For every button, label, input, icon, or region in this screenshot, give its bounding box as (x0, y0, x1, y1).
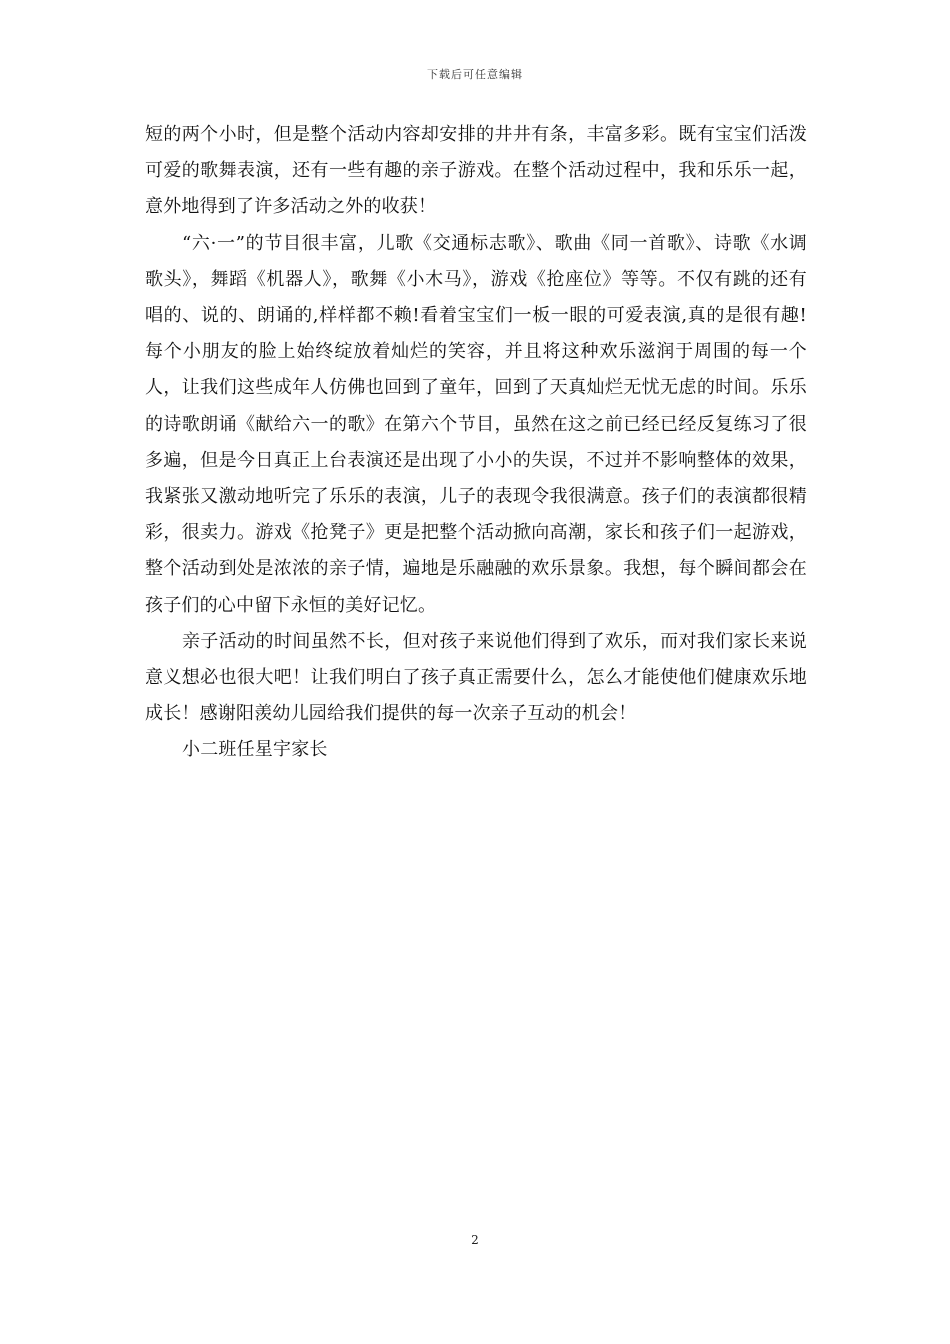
page-number: 2 (471, 1233, 479, 1247)
paragraph-conclusion: 亲子活动的时间虽然不长，但对孩子来说他们得到了欢乐，而对我们家长来说意义想必也很大吧！让我们明白了孩子真正需要什么，怎么才能使他们健康欢乐地成长！感谢阳羡幼儿园给我们提供的每一次亲子互动的机会！ (145, 630, 807, 725)
paragraph-continuation: 短的两个小时，但是整个活动内容却安排的井井有条，丰富多彩。既有宝宝们活泼可爱的歌舞表演，还有一些有趣的亲子游戏。在整个活动过程中，我和乐乐一起，意外地得到了许多活动之外的收获！ (145, 124, 807, 218)
page-header: 下载后可任意编辑 (427, 68, 523, 81)
signature-line: 小二班任星宇家长 (182, 739, 328, 761)
paragraph-program-description: “六·一”的节目很丰富，儿歌《交通标志歌》、歌曲《同一首歌》、诗歌《水调歌头》，舞蹈《机器人》，歌舞《小木马》，游戏《抢座位》等等。不仅有跳的还有唱的、说的、朗诵的,样样都不赖!看着宝宝们一板一眼的可爱表演,真的是很有趣!每个小朋友的脸上始终绽放着灿烂的笑容，并且将这种欢乐滋润于周围的每一个人，让我们这些成年人仿佛也回到了童年，回到了天真灿烂无忧无虑的时间。乐乐的诗歌朗诵《献给六一的歌》在第六个节目，虽然在这之前已经已经反复练习了很多遍，但是今日真正上台表演还是出现了小小的失误，不过并不影响整体的效果，我紧张又激动地听完了乐乐的表演，儿子的表现令我很满意。孩子们的表演都很精彩，很卖力。游戏《抢凳子》更是把整个活动掀向高潮，家长和孩子们一起游戏，整个活动到处是浓浓的亲子情，遍地是乐融融的欢乐景象。我想，每个瞬间都会在孩子们的心中留下永恒的美好记忆。 (145, 232, 807, 616)
document-body (145, 117, 807, 769)
